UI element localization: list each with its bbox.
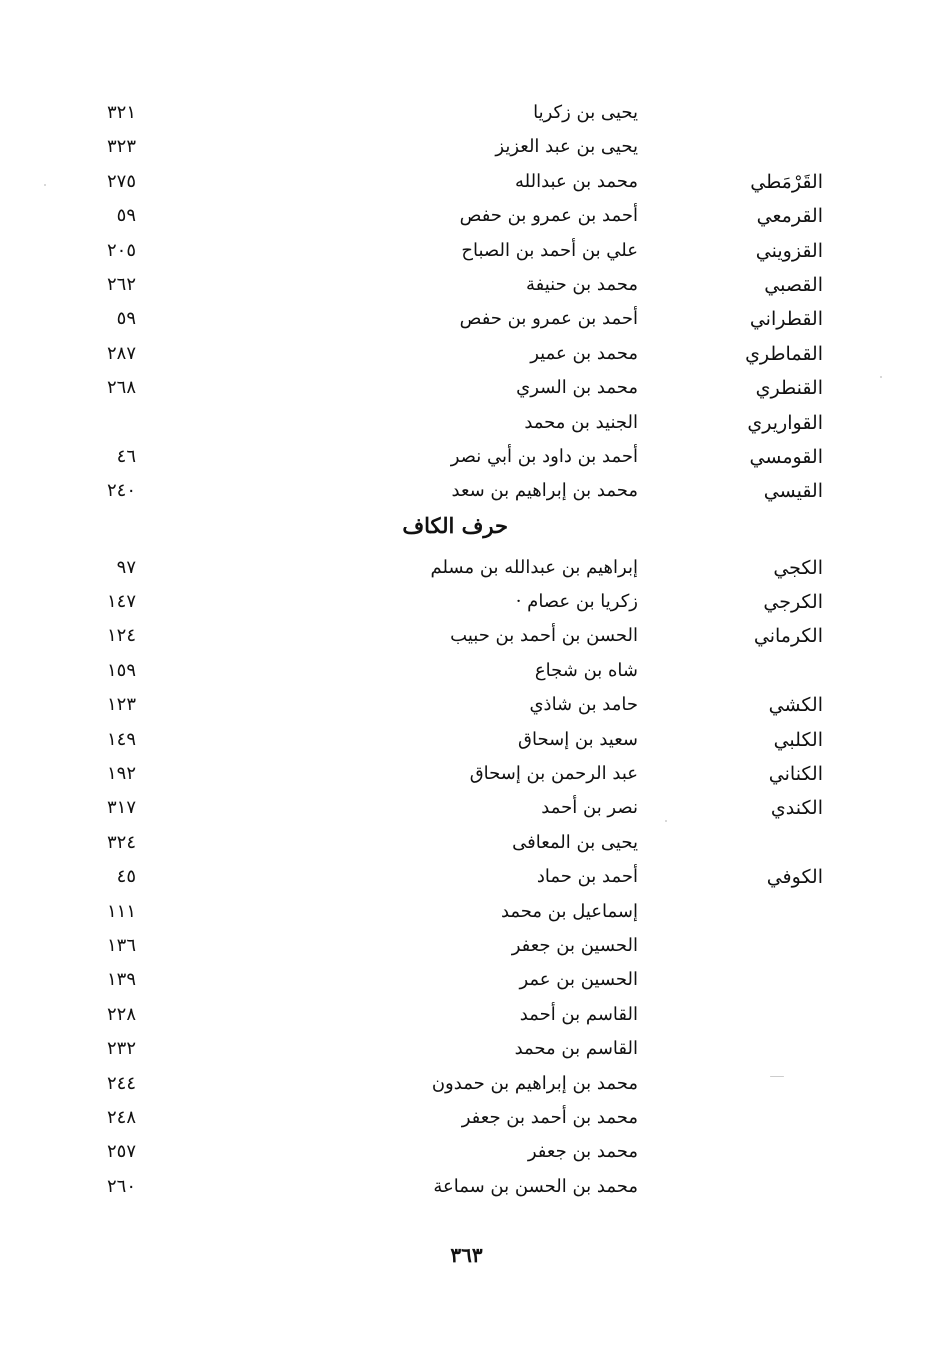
- entry-name: القاسم بن أحمد: [519, 1003, 638, 1025]
- entry-name: علي بن أحمد بن الصباح: [461, 239, 638, 261]
- entry-nisba: الكناني: [768, 763, 823, 786]
- index-entry-row: [0, 757, 933, 791]
- index-entry-row: [0, 1170, 933, 1204]
- entry-nisba: القماطري: [745, 342, 823, 365]
- entry-name: شاه بن شجاع: [534, 659, 638, 681]
- entry-nisba: الكندي: [770, 797, 823, 820]
- index-entry-row: [0, 998, 933, 1032]
- entry-nisba: القنطري: [755, 377, 823, 400]
- entry-page-ref: ٤٥: [116, 866, 136, 888]
- entry-name: محمد بن عمير: [530, 342, 638, 364]
- paper-speck: [770, 1076, 784, 1077]
- section-heading-row: [0, 509, 933, 551]
- index-entry-row: [0, 96, 933, 130]
- entry-name: أحمد بن داود بن أبي نصر: [450, 445, 638, 467]
- entry-page-ref: ٢٤٠: [106, 480, 136, 502]
- entry-nisba: القيسي: [763, 480, 823, 503]
- entry-name: زكريا بن عصام ·: [515, 591, 638, 613]
- entry-page-ref: ٥٩: [116, 205, 136, 227]
- index-entry-row: [0, 199, 933, 233]
- entry-page-ref: ١٤٧: [106, 591, 136, 613]
- entry-nisba: القزويني: [755, 239, 823, 262]
- index-entry-row: [0, 619, 933, 653]
- entry-name: محمد بن أحمد بن جعفر: [461, 1106, 638, 1128]
- entry-page-ref: ٣٢٤: [106, 831, 136, 853]
- entry-name: نصر بن أحمد: [541, 797, 638, 819]
- index-entry-row: [0, 963, 933, 997]
- index-entry-row: [0, 895, 933, 929]
- entry-name: إبراهيم بن عبدالله بن مسلم: [430, 556, 638, 578]
- entry-page-ref: ٣١٧: [106, 797, 136, 819]
- entry-page-ref: ٢٥٧: [106, 1141, 136, 1163]
- entry-page-ref: ٣٢١: [106, 102, 136, 123]
- entry-page-ref: ٢٨٧: [106, 342, 136, 364]
- index-entry-row: [0, 791, 933, 825]
- page-number: ٣٦٣: [450, 1243, 483, 1267]
- entry-nisba: القواريري: [747, 411, 823, 434]
- entry-name: يحيى بن زكريا: [533, 102, 638, 123]
- index-entry-row: [0, 337, 933, 371]
- paper-speck: [880, 376, 882, 378]
- index-entry-row: [0, 654, 933, 688]
- entry-name: حامد بن شاذي: [529, 694, 638, 716]
- entry-name: إسماعيل بن محمد: [500, 900, 638, 922]
- index-entry-row: [0, 929, 933, 963]
- entry-name: الحسن بن أحمد بن حبيب: [450, 625, 638, 647]
- entry-name: محمد بن الحسن بن سماعة: [433, 1175, 638, 1197]
- index-entry-row: [0, 474, 933, 508]
- index-entry-row: [0, 406, 933, 440]
- index-entry-row: [0, 860, 933, 894]
- index-entry-row: [0, 585, 933, 619]
- entry-name: أحمد بن حماد: [536, 866, 638, 888]
- entry-page-ref: ١٣٦: [106, 934, 136, 956]
- entry-name: الحسين بن جعفر: [511, 934, 638, 956]
- entry-page-ref: ٢٦٨: [106, 377, 136, 399]
- entry-page-ref: ١٥٩: [106, 659, 136, 681]
- entry-name: أحمد بن عمرو بن حفص: [459, 308, 638, 330]
- index-entry-row: [0, 371, 933, 405]
- index-entry-row: [0, 165, 933, 199]
- index-entry-row: [0, 234, 933, 268]
- index-entry-row: [0, 1135, 933, 1169]
- entry-name: محمد بن إبراهيم بن سعد: [451, 480, 638, 502]
- entry-nisba: الكشي: [768, 694, 823, 717]
- entry-name: محمد بن جعفر: [527, 1141, 638, 1163]
- entry-page-ref: ٢٧٥: [106, 170, 136, 192]
- index-entry-row: [0, 302, 933, 336]
- entry-name: الحسين بن عمر: [519, 969, 638, 991]
- entry-page-ref: ٢٦٠: [106, 1175, 136, 1197]
- index-entry-row: [0, 1032, 933, 1066]
- entry-name: يحيى بن عبد العزيز: [495, 136, 638, 158]
- entry-nisba: القَرْمَطي: [750, 170, 823, 193]
- index-entry-row: [0, 1101, 933, 1135]
- section-qaf-entries: [0, 96, 933, 509]
- entry-page-ref: ٢٢٨: [106, 1003, 136, 1025]
- section-heading: حرف الكاف: [402, 512, 508, 538]
- entry-name: سعيد بن إسحاق: [518, 728, 638, 750]
- entry-page-ref: ٢٣٢: [106, 1038, 136, 1060]
- entry-name: محمد بن إبراهيم بن حمدون: [431, 1072, 638, 1094]
- entry-page-ref: ١٤٩: [106, 728, 136, 750]
- entry-name: محمد بن عبدالله: [515, 170, 638, 192]
- entry-nisba: الكرجي: [763, 591, 823, 614]
- entry-page-ref: ٣٢٣: [106, 136, 136, 158]
- index-entry-row: [0, 551, 933, 585]
- entry-name: محمد بن حنيفة: [525, 273, 638, 295]
- section-kaf-entries: [0, 551, 933, 1204]
- index-entry-row: [0, 130, 933, 164]
- entry-name: عبد الرحمن بن إسحاق: [469, 763, 638, 785]
- entry-nisba: القرمعي: [756, 205, 823, 228]
- index-entry-row: [0, 826, 933, 860]
- entry-page-ref: ٢٠٥: [106, 239, 136, 261]
- entry-page-ref: ٤٦: [116, 445, 136, 467]
- entry-page-ref: ١٣٩: [106, 969, 136, 991]
- entry-page-ref: ٥٩: [116, 308, 136, 330]
- entry-page-ref: ١٢٤: [106, 625, 136, 647]
- index-entry-row: [0, 688, 933, 722]
- entry-nisba: الكرماني: [753, 625, 823, 648]
- entry-nisba: القصبي: [764, 273, 823, 296]
- entry-page-ref: ١٩٢: [106, 763, 136, 785]
- entry-nisba: الكوفي: [766, 866, 823, 889]
- index-entry-row: [0, 1067, 933, 1101]
- entry-page-ref: ٢٤٨: [106, 1106, 136, 1128]
- entry-name: محمد بن السري: [516, 377, 638, 399]
- index-list: [0, 96, 933, 1204]
- entry-page-ref: ٩٧: [116, 556, 136, 578]
- paper-speck: [665, 820, 667, 822]
- entry-page-ref: ١٢٣: [106, 694, 136, 716]
- entry-nisba: القطراني: [749, 308, 823, 331]
- index-entry-row: [0, 440, 933, 474]
- entry-nisba: القومسي: [749, 445, 823, 468]
- entry-nisba: الكجي: [773, 556, 823, 579]
- entry-name: أحمد بن عمرو بن حفص: [459, 205, 638, 227]
- entry-nisba: الكلبي: [773, 728, 823, 751]
- entry-name: القاسم بن محمد: [514, 1038, 638, 1060]
- entry-page-ref: ٢٤٤: [106, 1072, 136, 1094]
- entry-name: يحيى بن المعافى: [512, 831, 638, 853]
- entry-page-ref: ٢٦٢: [106, 273, 136, 295]
- paper-speck: [44, 184, 46, 186]
- index-entry-row: [0, 268, 933, 302]
- entry-name: الجنيد بن محمد: [524, 411, 638, 433]
- entry-page-ref: ١١١: [106, 900, 136, 922]
- index-entry-row: [0, 723, 933, 757]
